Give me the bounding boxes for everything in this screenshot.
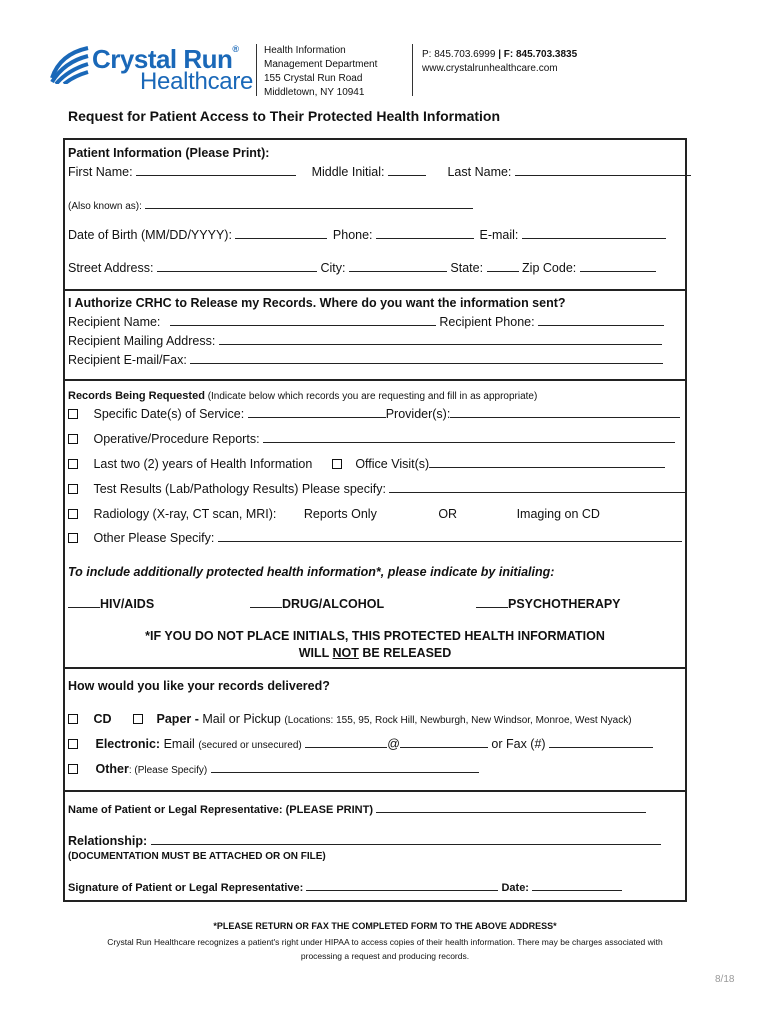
- protected-instruction: To include additionally protected health information*, please indicate by initialing:: [68, 565, 555, 579]
- logo-line2: Healthcare: [140, 68, 254, 95]
- state-field[interactable]: [487, 261, 519, 272]
- checkbox-icon[interactable]: [68, 714, 78, 724]
- department-address: Health Information Management Department 155 Crystal Run Road Middletown, NY 10941: [264, 45, 378, 98]
- operative-field[interactable]: [263, 432, 675, 443]
- checkbox-icon[interactable]: [68, 533, 78, 543]
- protected-warning-line1: *IF YOU DO NOT PLACE INITIALS, THIS PROTECTED HEALTH INFORMATION: [145, 629, 605, 643]
- checkbox-icon[interactable]: [68, 764, 78, 774]
- test-results-row: Test Results (Lab/Pathology Results) Please specify:: [68, 482, 685, 496]
- relationship-field[interactable]: [151, 834, 661, 845]
- patient-name-field[interactable]: [376, 802, 646, 813]
- first-name-field[interactable]: [136, 165, 296, 176]
- mailing-address-field[interactable]: [219, 334, 662, 345]
- dob-field[interactable]: [235, 228, 327, 239]
- imaging-cd-option[interactable]: Imaging on CD: [516, 507, 600, 521]
- hiv-initial-field[interactable]: [68, 597, 100, 608]
- hipaa-note-line2: processing a request and producing records.: [300, 951, 470, 961]
- records-heading-row: Records Being Requested (Indicate below which records you are requesting and fill in as appropriate): [68, 390, 538, 402]
- recipient-phone-field[interactable]: [538, 315, 664, 326]
- section-divider: [63, 667, 687, 669]
- header-divider-1: [256, 44, 257, 96]
- office-visits-field[interactable]: [429, 457, 665, 468]
- patient-name-row: Name of Patient or Legal Representative: (PLEASE PRINT): [68, 802, 646, 816]
- test-results-field[interactable]: [389, 482, 685, 493]
- providers-field[interactable]: [450, 407, 680, 418]
- crystal-run-logo: [50, 42, 255, 94]
- psych-initial-row: PSYCHOTHERAPY: [476, 597, 621, 611]
- reports-only-option[interactable]: Reports Only: [303, 507, 377, 521]
- relationship-row: Relationship:: [68, 834, 661, 848]
- phone-field[interactable]: [376, 228, 474, 239]
- delivery-other-field[interactable]: [211, 762, 479, 773]
- aka-field[interactable]: [145, 198, 473, 209]
- checkbox-icon[interactable]: [68, 459, 78, 469]
- middle-initial-field[interactable]: [388, 165, 426, 176]
- dates-field[interactable]: [248, 407, 386, 418]
- date-field[interactable]: [532, 880, 622, 891]
- patient-info-heading: Patient Information (Please Print):: [68, 146, 270, 160]
- protected-warning-line2: WILL NOT BE RELEASED: [298, 646, 452, 660]
- dob-row: Date of Birth (MM/DD/YYYY): Phone: E-mail:: [68, 228, 666, 242]
- delivery-heading: How would you like your records delivered?: [68, 679, 330, 693]
- hipaa-note-line1: Crystal Run Healthcare recognizes a patient's right under HIPAA to access copies of their health information. There may be charges associated with: [107, 937, 663, 947]
- delivery-electronic-row: Electronic: Email (secured or unsecured) @ or Fax (#): [68, 737, 653, 751]
- name-row: First Name: Middle Initial: Last Name:: [68, 165, 691, 179]
- email-fax-row: Recipient E-mail/Fax:: [68, 353, 663, 367]
- hiv-initial-row: HIV/AIDS: [68, 597, 154, 611]
- page-code: 8/18: [715, 974, 735, 985]
- fax-number-field[interactable]: [549, 737, 653, 748]
- section-divider: [63, 379, 687, 381]
- zip-field[interactable]: [580, 261, 656, 272]
- recipient-name-row: Recipient Name: Recipient Phone:: [68, 315, 664, 329]
- form-title: Request for Patient Access to Their Protected Health Information: [68, 108, 501, 124]
- logo-line1: Crystal Run®: [92, 44, 239, 74]
- drug-initial-field[interactable]: [250, 597, 282, 608]
- recipient-name-field[interactable]: [170, 315, 436, 326]
- checkbox-icon[interactable]: [133, 714, 143, 724]
- address-row: Street Address: City: State: Zip Code:: [68, 261, 656, 275]
- checkbox-icon[interactable]: [68, 434, 78, 444]
- other-records-row: Other Please Specify:: [68, 531, 682, 545]
- contact-info: P: 845.703.6999 | F: 845.703.3835 www.crystalrunhealthcare.com: [422, 49, 578, 74]
- checkbox-icon[interactable]: [68, 739, 78, 749]
- authorize-heading: I Authorize CRHC to Release my Records. Where do you want the information sent?: [68, 296, 566, 310]
- email-fax-field[interactable]: [190, 353, 663, 364]
- last-name-field[interactable]: [515, 165, 691, 176]
- documentation-note: (DOCUMENTATION MUST BE ATTACHED OR ON FILE): [68, 851, 326, 862]
- dates-of-service-row: Specific Date(s) of Service: Provider(s):: [68, 407, 680, 421]
- section-divider: [63, 289, 687, 291]
- operative-row: Operative/Procedure Reports:: [68, 432, 675, 446]
- checkbox-icon[interactable]: [68, 409, 78, 419]
- logo-swoosh-icon: [50, 44, 90, 84]
- email-user-field[interactable]: [305, 737, 387, 748]
- checkbox-icon[interactable]: [332, 459, 342, 469]
- signature-field[interactable]: [306, 880, 498, 891]
- city-field[interactable]: [349, 261, 447, 272]
- delivery-other-row: Other: (Please Specify): [68, 762, 479, 776]
- checkbox-icon[interactable]: [68, 484, 78, 494]
- street-field[interactable]: [157, 261, 317, 272]
- signature-row: Signature of Patient or Legal Representative: Date:: [68, 880, 622, 894]
- mailing-address-row: Recipient Mailing Address:: [68, 334, 662, 348]
- delivery-cd-paper-row: CD Paper - Mail or Pickup (Locations: 155, 95, Rock Hill, Newburgh, New Windsor, Monroe, West Nyack): [68, 712, 632, 726]
- radiology-row: Radiology (X-ray, CT scan, MRI): Reports Only OR Imaging on CD: [68, 507, 600, 521]
- aka-row: (Also known as):: [68, 198, 473, 212]
- last-two-years-row: Last two (2) years of Health Information Office Visit(s): [68, 457, 665, 471]
- email-domain-field[interactable]: [400, 737, 488, 748]
- psych-initial-field[interactable]: [476, 597, 508, 608]
- website-link[interactable]: www.crystalrunhealthcare.com: [422, 63, 558, 74]
- email-field[interactable]: [522, 228, 666, 239]
- other-records-field[interactable]: [218, 531, 682, 542]
- return-note: *PLEASE RETURN OR FAX THE COMPLETED FORM TO THE ABOVE ADDRESS*: [213, 921, 557, 931]
- drug-initial-row: DRUG/ALCOHOL: [250, 597, 384, 611]
- checkbox-icon[interactable]: [68, 509, 78, 519]
- section-divider: [63, 790, 687, 792]
- header-divider-2: [412, 44, 413, 96]
